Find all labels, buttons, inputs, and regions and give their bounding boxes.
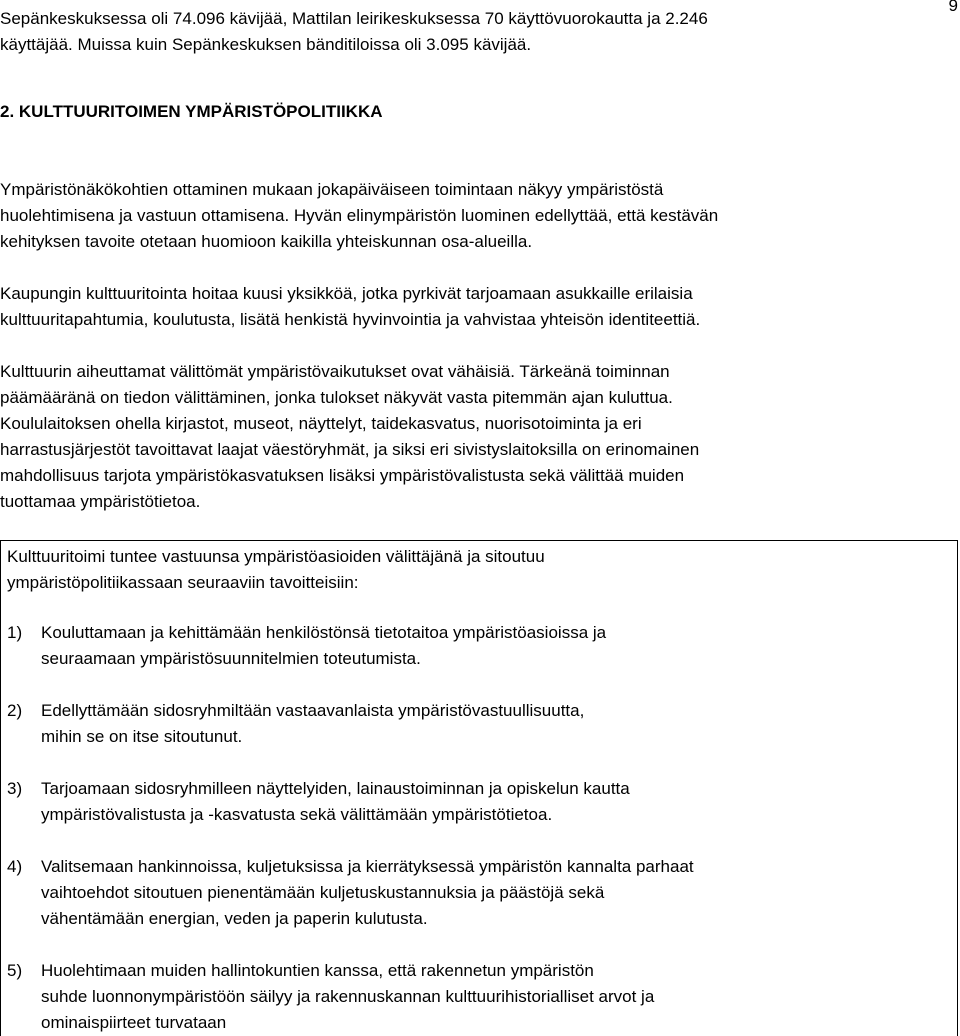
goal-text: vaihtoehdot sitoutuen pienentämään kuljetuskustannuksia ja päästöjä sekä (41, 883, 605, 902)
text-line: Ympäristönäkökohtien ottaminen mukaan jokapäiväiseen toimintaan näkyy ympäristöstä (0, 180, 664, 199)
paragraph-culture-units (0, 281, 958, 333)
box-intro (7, 544, 947, 596)
text-line: Kulttuurin aiheuttamat välittömät ympäristövaikutukset ovat vähäisiä. Tärkeänä toiminnan (0, 362, 670, 381)
goal-item (7, 958, 947, 1036)
goal-text: mihin se on itse sitoutunut. (41, 727, 243, 746)
text-line: Sepänkeskuksessa oli 74.096 kävijää, Mattilan leirikeskuksessa 70 käyttövuorokautta ja 2.246 (0, 9, 708, 28)
text-line: mahdollisuus tarjota ympäristökasvatuksen lisäksi ympäristövalistusta sekä välittää muiden (0, 466, 685, 485)
goal-number: 4) (7, 857, 23, 876)
goal-text: ominaispiirteet turvataan (41, 1013, 227, 1032)
goal-number: 2) (7, 701, 23, 720)
goal-text: Tarjoamaan sidosryhmilleen näyttelyiden, lainaustoiminnan ja opiskelun kautta (41, 779, 630, 798)
text-line: Kaupungin kulttuuritointa hoitaa kuusi yksikköä, jotka pyrkivät tarjoamaan asukkaille erilaisia (0, 284, 693, 303)
paragraph-education (0, 411, 958, 515)
goal-text: Valitsemaan hankinnoissa, kuljetuksissa ja kierrätyksessä ympäristön kannalta parhaat (41, 857, 694, 876)
text-line: Koululaitoksen ohella kirjastot, museot, näyttelyt, taidekasvatus, nuorisotoiminta ja eri (0, 414, 642, 433)
section-heading: 2. KULTTUURITOIMEN YMPÄRISTÖPOLITIIKKA (0, 102, 383, 121)
paragraph-environmental-aspects (0, 177, 958, 255)
text-line: päämääränä on tiedon välittäminen, jonka tulokset näkyvät vasta pitemmän ajan kuluttua. (0, 388, 673, 407)
goal-text: seuraamaan ympäristösuunnitelmien toteutumista. (41, 649, 421, 668)
goal-text: ympäristövalistusta ja -kasvatusta sekä välittämään ympäristötietoa. (41, 805, 553, 824)
goal-number: 1) (7, 623, 23, 642)
goal-item (7, 776, 947, 828)
intro-paragraph (0, 6, 930, 58)
goal-text: Huolehtimaan muiden hallintokuntien kanssa, että rakennetun ympäristön (41, 961, 594, 980)
text-line: kehityksen tavoite otetaan huomioon kaikilla yhteiskunnan osa-alueilla. (0, 232, 533, 251)
goal-number: 3) (7, 779, 23, 798)
text-line: huolehtimisena ja vastuun ottamisena. Hyvän elinympäristön luominen edellyttää, että kestävän (0, 206, 719, 225)
text-line: ympäristöpolitiikassaan seuraaviin tavoitteisiin: (7, 573, 359, 592)
goal-item (7, 854, 947, 932)
goal-text: Edellyttämään sidosryhmiltään vastaavanlaista ympäristövastuullisuutta, (41, 701, 585, 720)
goal-first-line (7, 776, 947, 802)
goal-text: vähentämään energian, veden ja paperin kulutusta. (41, 909, 428, 928)
goal-text: suhde luonnonympäristöön säilyy ja rakennuskannan kulttuurihistorialliset arvot ja (41, 987, 655, 1006)
text-line: Kulttuuritoimi tuntee vastuunsa ympäristöasioiden välittäjänä ja sitoutuu (7, 547, 545, 566)
goal-first-line (7, 620, 947, 646)
goal-text: Kouluttamaan ja kehittämään henkilöstönsä tietotaitoa ympäristöasioissa ja (41, 623, 607, 642)
paragraph-direct-impacts (0, 359, 958, 411)
goal-item (7, 698, 947, 750)
text-line: käyttäjää. Muissa kuin Sepänkeskuksen bänditiloissa oli 3.095 kävijää. (0, 35, 532, 54)
goal-first-line (7, 958, 947, 984)
text-line: kulttuuritapahtumia, koulutusta, lisätä henkistä hyvinvointia ja vahvistaa yhteisön identiteettiä. (0, 310, 701, 329)
page-number: 9 (948, 0, 958, 15)
text-line: harrastusjärjestöt tavoittavat laajat väestöryhmät, ja siksi eri sivistyslaitoksilla on erinomainen (0, 440, 700, 459)
policy-goals-box (0, 540, 958, 1036)
text-line: tuottamaa ympäristötietoa. (0, 492, 201, 511)
goal-first-line (7, 698, 947, 724)
goal-item (7, 620, 947, 672)
goal-first-line (7, 854, 947, 880)
goal-number: 5) (7, 961, 23, 980)
